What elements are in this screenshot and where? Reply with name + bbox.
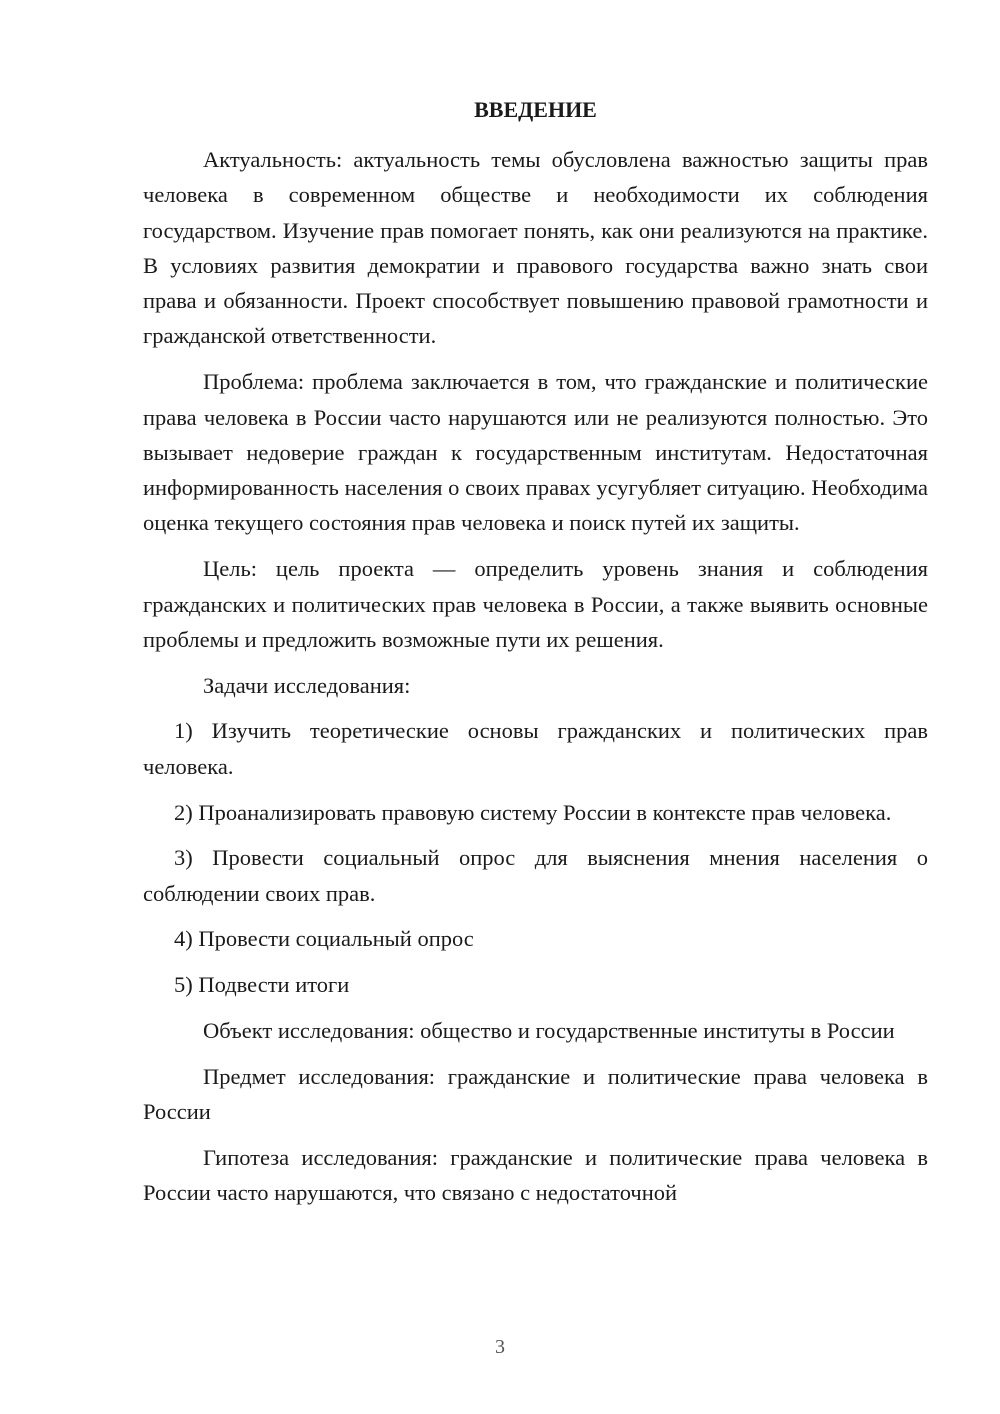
paragraph-object: Объект исследования: общество и государственные институты в России [203, 1018, 895, 1044]
task-item: 1) Изучить теоретические основы гражданских и политических прав человека. [143, 718, 928, 779]
task-item: 3) Провести социальный опрос для выяснения мнения населения о соблюдении своих прав. [143, 845, 928, 906]
paragraph-subject: Предмет исследования: гражданские и политические права человека в России [143, 1063, 928, 1125]
section-heading: ВВЕДЕНИЕ [474, 97, 597, 122]
paragraph-tasks-heading: Задачи исследования: [203, 672, 411, 698]
task-item: 4) Провести социальный опрос [174, 926, 474, 952]
document-body [143, 142, 928, 1221]
task-item: 5) Подвести итоги [174, 972, 350, 998]
paragraph-hypothesis: Гипотеза исследования: гражданские и политические права человека в России часто нарушаются, что связано с недостаточной [143, 1144, 928, 1206]
task-item: 2) Проанализировать правовую систему России в контексте прав человека. [174, 799, 892, 825]
paragraph-problem: Проблема: проблема заключается в том, что гражданские и политические права человека в России часто нарушаются или не реализуются полностью. Это вызывает недоверие граждан к государственным институтам. Недостаточная информированность населения о своих правах усугубляет ситуацию. Необходима оценка текущего состояния прав человека и поиск путей их защиты. [143, 369, 928, 536]
page-number: 3 [495, 1336, 505, 1358]
paragraph-relevance: Актуальность: актуальность темы обусловлена важностью защиты прав человека в современном обществе и необходимости их соблюдения государством. Изучение прав помогает понять, как они реализуются на практике. В условиях развития демократии и правового государства важно знать свои права и обязанности. Проект способствует повышению правовой грамотности и гражданской ответственности. [143, 147, 928, 349]
paragraph-goal: Цель: цель проекта — определить уровень знания и соблюдения гражданских и политических прав человека в России, а также выявить основные проблемы и предложить возможные пути их решения. [143, 556, 928, 652]
